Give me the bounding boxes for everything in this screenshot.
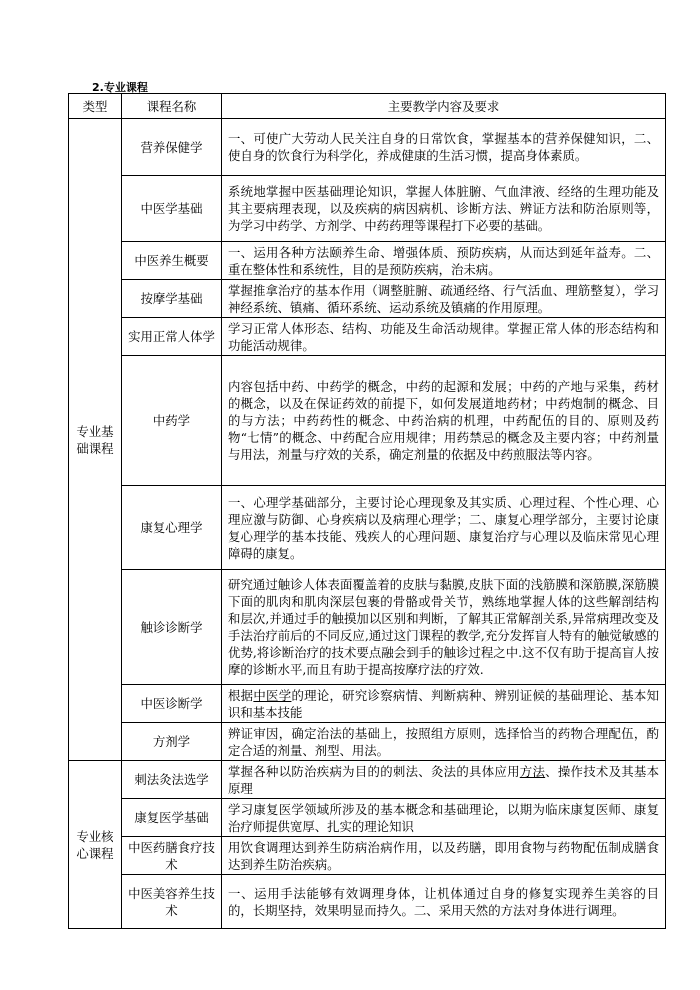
table-row	[69, 356, 666, 486]
course-name: 中医诊断学	[122, 685, 222, 723]
course-desc-link[interactable]: 方法	[519, 763, 546, 779]
course-name: 营养保健学	[122, 119, 222, 176]
table-row	[69, 119, 666, 176]
header-category: 类型	[69, 94, 122, 119]
header-course: 课程名称	[122, 94, 222, 119]
table-row	[69, 318, 666, 356]
course-desc: 掌握推拿治疗的基本作用（调整脏腑、疏通经络、行气活血、理筋整复），学习神经系统、镇痛、循环系统、运动系统及镇痛的作用原理。	[222, 280, 666, 318]
course-desc: 系统地掌握中医基础理论知识，掌握人体脏腑、气血津液、经络的生理功能及其主要病理表现，以及疾病的病因病机、诊断方法、辨证方法和防治原则等，为学习中药学、方剂学、中药药理等课程打下必要的基础。	[222, 176, 666, 242]
course-desc: 一、运用手法能够有效调理身体，让机体通过自身的修复实现养生美容的目的，长期坚持，效果明显而持久。二、采用天然的方法对身体进行调理。	[222, 875, 666, 929]
table-row	[69, 837, 666, 875]
table-row	[69, 570, 666, 685]
course-desc: 辨证审因，确定治法的基础上，按照组方原则，选择恰当的药物合理配伍，酌定合适的剂量、剂型、用法。	[222, 723, 666, 761]
course-desc: 一、可使广大劳动人民关注自身的日常饮食，掌握基本的营养保健知识，二、使自身的饮食行为科学化，养成健康的生活习惯，提高身体素质。	[222, 119, 666, 176]
header-content: 主要教学内容及要求	[222, 94, 666, 119]
course-desc: 用饮食调理达到养生防病治病作用，以及药膳，即用食物与药物配伍制成膳食达到养生防治疾病。	[222, 837, 666, 875]
course-name: 中医美容养生技术	[122, 875, 222, 929]
course-desc: 学习正常人体形态、结构、功能及生命活动规律。掌握正常人体的形态结构和功能活动规律。	[222, 318, 666, 356]
section-title: 2.专业课程	[92, 81, 148, 94]
table-row	[69, 486, 666, 570]
table-row	[69, 280, 666, 318]
course-name: 方剂学	[122, 723, 222, 761]
table-row	[69, 723, 666, 761]
category-core: 专业核心课程	[69, 761, 122, 929]
course-name: 触诊诊断学	[122, 570, 222, 685]
course-desc: 根据中医学的理论，研究诊察病情、判断病种、辨别证候的基础理论、基本知识和基本技能	[222, 685, 666, 723]
course-name: 中医养生概要	[122, 242, 222, 280]
course-desc-link[interactable]: 中医学	[253, 687, 292, 703]
course-name: 按摩学基础	[122, 280, 222, 318]
course-name: 康复心理学	[122, 486, 222, 570]
curriculum-table	[68, 93, 666, 929]
table-row	[69, 761, 666, 799]
course-desc: 内容包括中药、中药学的概念，中药的起源和发展；中药的产地与采集，药材的概念，以及在保证药效的前提下，如何发展道地药材；中药炮制的概念、目的与方法；中药药性的概念、中药治病的机理，中药配伍的目的、原则及药物“七情”的概念、中药配合应用规律；用药禁忌的概念及主要内容；中药剂量与用法，剂量与疗效的关系，确定剂量的依据及中药煎服法等内容。	[222, 356, 666, 486]
course-name: 中药学	[122, 356, 222, 486]
course-name: 实用正常人体学	[122, 318, 222, 356]
table-row	[69, 242, 666, 280]
course-name: 刺法灸法选学	[122, 761, 222, 799]
course-desc: 一、心理学基础部分，主要讨论心理现象及其实质、心理过程、个性心理、心理应激与防御、心身疾病以及病理心理学；二、康复心理学部分，主要讨论康复心理学的基本技能、残疾人的心理问题、康复治疗与心理以及临床常见心理障碍的康复。	[222, 486, 666, 570]
course-name: 中医药膳食疗技术	[122, 837, 222, 875]
course-desc: 学习康复医学领域所涉及的基本概念和基础理论，以期为临床康复医师、康复治疗师提供宽厚、扎实的理论知识	[222, 799, 666, 837]
course-desc: 一、运用各种方法颐养生命、增强体质、预防疾病，从而达到延年益寿。二、重在整体性和系统性，目的是预防疾病，治未病。	[222, 242, 666, 280]
header-row	[69, 94, 666, 119]
table-row	[69, 799, 666, 837]
course-name: 康复医学基础	[122, 799, 222, 837]
course-desc: 研究通过触诊人体表面覆盖着的皮肤与黏膜,皮肤下面的浅筋膜和深筋膜,深筋膜下面的肌肉和肌肉深层包裹的骨骼或骨关节，熟练地掌握人体的这些解剖结构和层次,并通过手的触摸加以区别和判断，了解其正常解剖关系,异常病理改变及手法治疗前后的不同反应,通过这门课程的教学,充分发挥盲人特有的触觉敏感的优势,将诊断治疗的技术要点融会到手的触诊过程之中.这不仅有助于提高盲人按摩的诊断水平,而且有助于提高按摩疗法的疗效.	[222, 570, 666, 685]
table-row	[69, 875, 666, 929]
category-foundation: 专业基础课程	[69, 119, 122, 761]
table-row	[69, 685, 666, 723]
course-name: 中医学基础	[122, 176, 222, 242]
course-desc: 掌握各种以防治疾病为目的的刺法、灸法的具体应用方法、操作技术及其基本原理	[222, 761, 666, 799]
table-row	[69, 176, 666, 242]
